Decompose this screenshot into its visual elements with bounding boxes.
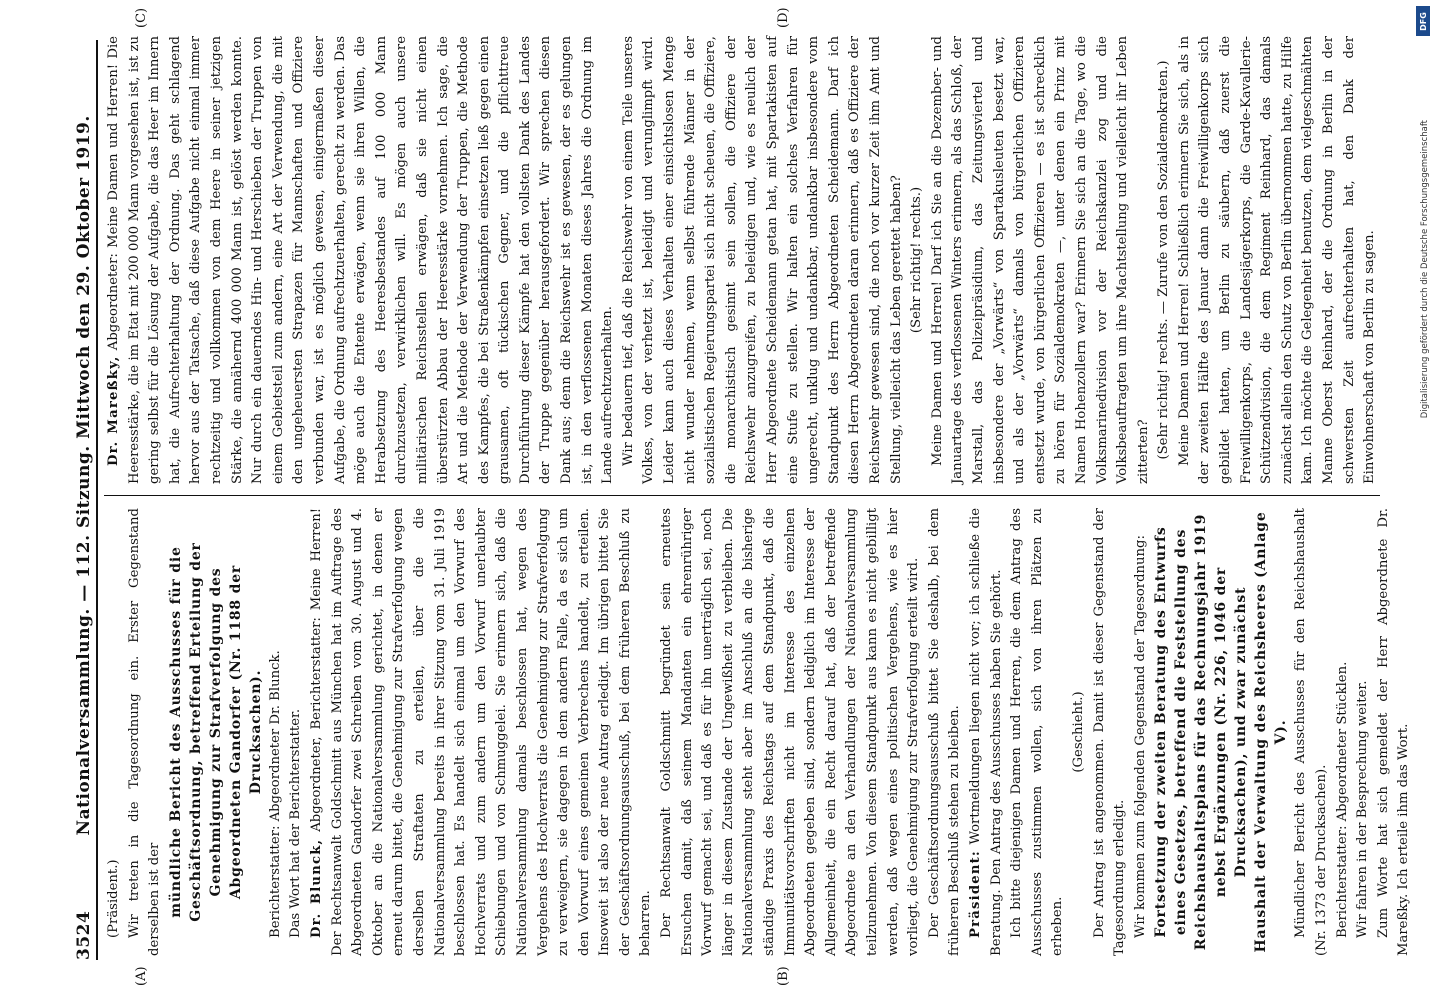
interjection: (Geschieht.) [1070,691,1086,773]
paragraph: Berichterstatter: Abgeordneter Stücklen. [1334,661,1350,938]
paragraph: Wir fahren in der Besprechung weiter. [1355,680,1371,938]
margin-letter-c: (C) [134,7,149,28]
speech-paragraph [104,36,619,484]
paragraph: Der Geschäftsordnungsausschuß bittet Sie deshalb, bei dem früheren Beschluß stehen zu bleiben. [926,508,963,956]
agenda-heading: Haushalt der Verwaltung des Reichsheeres (Anlage V). [1253,511,1290,953]
column-divider [104,495,1380,496]
margin-letter-a: (A) [134,966,149,986]
paragraph: Berichterstatter: Abgeordneter Dr. Blunck. [267,650,283,938]
right-column [104,36,1380,484]
speaker-name: Dr. Mareßky, [106,355,121,466]
page-title: Nationalversammlung. — 112. Sitzung. Mittwoch den 29. Oktober 1919. [74,115,94,836]
paragraph: Der Antrag ist angenommen. Damit ist dieser Gegenstand der Tagesordnung erledigt. [1091,508,1128,956]
paragraph: Wir bedauern tief, daß die Reichswehr von einem Teile unseres Volkes, von der verhetzt ist, beleidigt und verunglimpft wird. Leider kann auch dieses Verhalten einer einsichtslosen Menge nicht wunder nehmen, wenn selbst führende Männer in der sozialistischen Regierungspartei sich nicht scheuen, die Offiziere, die monarchistisch gesinnt sein sollen, die Offiziere der Reichswehr anzugreifen, zu beleidigen und, wie es neulich der Herr Abgeordnete Scheidemann getan hat, mit Spartakisten auf eine Stufe zu stellen. Wir halten ein solches Verfahren für ungerecht, unklug und undankbar, undankbar insbesondere vom Standpunkt des Herrn Abgeordneten Scheidemann. Darf ich diesen Herrn Abgeordneten daran erinnern, daß es Offiziere der Reichswehr gewesen sind, die noch vor kurzer Zeit ihm Amt und Stellung, vielleicht das Leben gerettet haben? [620,36,904,484]
paragraph: Wir treten in die Tagesordnung ein. Erster Gegenstand derselben ist der [126,508,163,956]
agenda-heading: Fortsetzung der zweiten Beratung des Entwurfs eines Gesetzes, betreffend die Feststellung des Reichshaushaltsplans für das Rechnungsjahr 1919 nebst Ergänzungen (Nr. 226, 1046 der Drucksachen), und zwar zunächst [1153,513,1250,951]
paragraph: (Präsident.) [106,859,121,938]
paragraph: Das Wort hat der Berichterstatter. [288,708,304,938]
paragraph: Meine Damen und Herren! Schließlich erinnern Sie sich, als in der zweiten Hälfte des Januar dann die Freiwilligenkorps sich gebildet hatten, um Berlin zu säubern, daß zuerst die Freiwilligenkorps, die Landesjägerkorps, die Garde-Kavallerie-Schützendivision, die dem Regiment Reinhard, das damals zunächst allein den Schutz von Berlin übernommen hatte, zu Hilfe kam. Ich möchte die Gelegenheit benutzen, dem vielgeschmähten Manne Oberst Reinhard, der die Ordnung in Berlin in der schwersten Zeit aufrechterhalten hat, den Dank der Einwohnerschaft von Berlin zu sagen. [1176,36,1378,484]
speech-paragraph [966,508,1007,956]
speech-paragraph [307,508,657,956]
speaker-name: Dr. Blunck, [308,838,324,938]
paragraph: Ich bitte diejenigen Damen und Herren, die dem Antrag des Ausschusses zustimmen wollen, sich von ihren Plätzen zu erheben. [1009,508,1066,956]
digitization-credit: Digitalisierung gefördert durch die Deutsche Forschungsgemeinschaft [1420,120,1430,419]
paragraph: Wir kommen zum folgenden Gegenstand der Tagesordnung: [1132,535,1148,938]
interjection: (Sehr richtig! rechts.) [909,186,925,334]
page-header [60,40,94,960]
speech-text: Abgeordneter, Berichterstatter: Meine Herren! Der Rechtsanwalt Goldschmitt aus München hat im Auftrage des Abgeordneten Gandorfer zwei Schreiben vom 30. August und 4. Oktober an die Nationalversammlung gerichtet, in denen er erneut darum bittet, die Genehmigung zur Strafverfolgung wegen derselben Straftaten zu erteilen, über die die Nationalversammlung bereits in ihrer Sitzung vom 31. Juli 1919 beschlossen hat. Es handelt sich einmal um den Vorwurf des Hochverrats und zum andern um den Vorwurf unerlaubter Schiebungen und von Schmuggelei. Sie erinnern sich, daß die Nationalversammlung damals beschlossen hat, wegen des Vergehens des Hochverrats die Genehmigung zur Strafverfolgung zu verweigern, sie dagegen in dem andern Falle, da es sich um den Vorwurf eines gemeinen Verbrechens handelt, zu erteilen. Insoweit ist also der neue Antrag erledigt. Im übrigen bittet Sie der Geschäftsordnungsausschuß, bei dem früheren Beschluß zu beharren. [308,508,654,956]
paragraph: Meine Damen und Herren! Darf ich Sie an die Dezember- und Januartage des verflossenen Winters erinnern, als das Schloß, der Marstall, das Polizeipräsidium, das Zeitungsviertel und insbesondere der „Vorwärts“ von Spartakusleuten besetzt war, und als der „Vorwärts“ damals von bürgerlichen Offizieren entsetzt wurde, von bürgerlichen Offizieren — es ist schrecklich zu hören für Sozialdemokraten —, unter denen ein Prinz mit Namen Hohenzollern war? Erinnern Sie sich an die Tage, wo die Volksmarinedivision vor der Reichskanzlei zog und die Volksbeauftragten um ihre Machtstellung und vielleicht ihr Leben zitterten? [929,36,1151,484]
left-column [104,508,1412,956]
speaker-name: Präsident: [967,849,983,938]
page-number: 3524 [74,910,94,960]
paragraph: Mündlicher Bericht des Ausschusses für den Reichshaushalt (Nr. 1373 der Drucksachen). [1293,508,1329,956]
speech-text: Abgeordneter: Meine Damen und Herren! Die Heeresstärke, die im Etat mit 200 000 Mann vorgesehen ist, ist zu gering selbst für die Lösung der Aufgabe, die das Heer im Innern hat, die Aufrechterhaltung der Ordnung. Das geht schlagend hervor aus der Tatsache, daß diese Aufgabe nicht einmal immer rechtzeitig und vollkommen von dem Heere in seiner jetzigen Stärke, die annähernd 400 000 Mann ist, gelöst werden konnte. Nur durch ein dauerndes Hin- und Herschieben der Truppen von einem Gebietsteil zum andern, eine Art der Verwendung, die mit den ungeheuersten Strapazen für Mannschaften und Offiziere verbunden war, ist es möglich gewesen, einigermaßen dieser Aufgabe, die Ordnung aufrechtzuerhalten, gerecht zu werden. Das möge auch die Entente erwägen, wenn sie ihren Willen, die Herabsetzung des Heeresbestandes auf 100 000 Mann durchzusetzen, verwirklichen will. Es mögen auch unsere militärischen Reichsstellen erwägen, daß sie nicht einen überstürzten Abbau der Heeresstärke vornehmen. Ich sage, die Art und die Methode der Verwendung der Truppen, die Methode des Kampfes, die bei Straßenkämpfen einsetzen ließ gegen einen grausamen, oft tückischen Gegner, und die pflichttreue Durchführung dieser Kämpfe hat den vollsten Dank des Landes der Truppe gegenüber herausgefordert. Wir sprechen diesen Dank aus; denn die Reichswehr ist es gewesen, der es gelungen ist, in den verflossenen Monaten dieses Jahres die Ordnung im Lande aufrechtzuerhalten. [106,36,616,484]
paragraph: Zum Worte hat sich gemeldet der Herr Abgeordnete Dr. Mareßky. Ich erteile ihm das Wort. [1375,508,1412,956]
margin-letter-b: (B) [776,966,791,986]
dfg-logo: DFG [1416,6,1430,36]
header-rule [96,40,98,960]
interjection: (Sehr richtig! rechts. — Zurufe von den Sozialdemokraten.) [1156,60,1172,460]
paragraph: Der Rechtsanwalt Goldschmitt begründet sein erneutes Ersuchen damit, daß seinem Mandanten ein ehrenrühriger Vorwurf gemacht sei, und daß es für ihn unerträglich sei, noch länger in diesem Zustande der Ungewißheit zu verbleiben. Die Nationalversammlung steht aber im Anschluß an die bisherige ständige Praxis des Reichstags auf dem Standpunkt, daß die Immunitätsvorschriften nicht im Interesse des einzelnen Abgeordneten gegeben sind, sondern lediglich im Interesse der Allgemeinheit, die ein Recht darauf hat, daß der betreffende Abgeordnete an den Verhandlungen der Nationalversammlung teilzunehmen. Von diesem Standpunkt aus kann es nicht gebilligt werden, daß wegen eines politischen Vergehens, wie es hier vorliegt, die Genehmigung zur Strafverfolgung erteilt wird. [659,508,922,956]
margin-letter-d: (D) [776,7,791,28]
speech-text: Wortmeldungen liegen nicht vor; ich schließe die Beratung. Den Antrag des Ausschusses haben Sie gehört. [967,508,1004,956]
agenda-heading: mündliche Bericht des Ausschusses für die Geschäftsordnung, betreffend Erteilung der Genehmigung zur Strafverfolgung des Abgeordneten Gandorfer (Nr. 1188 der Drucksachen). [167,542,264,922]
